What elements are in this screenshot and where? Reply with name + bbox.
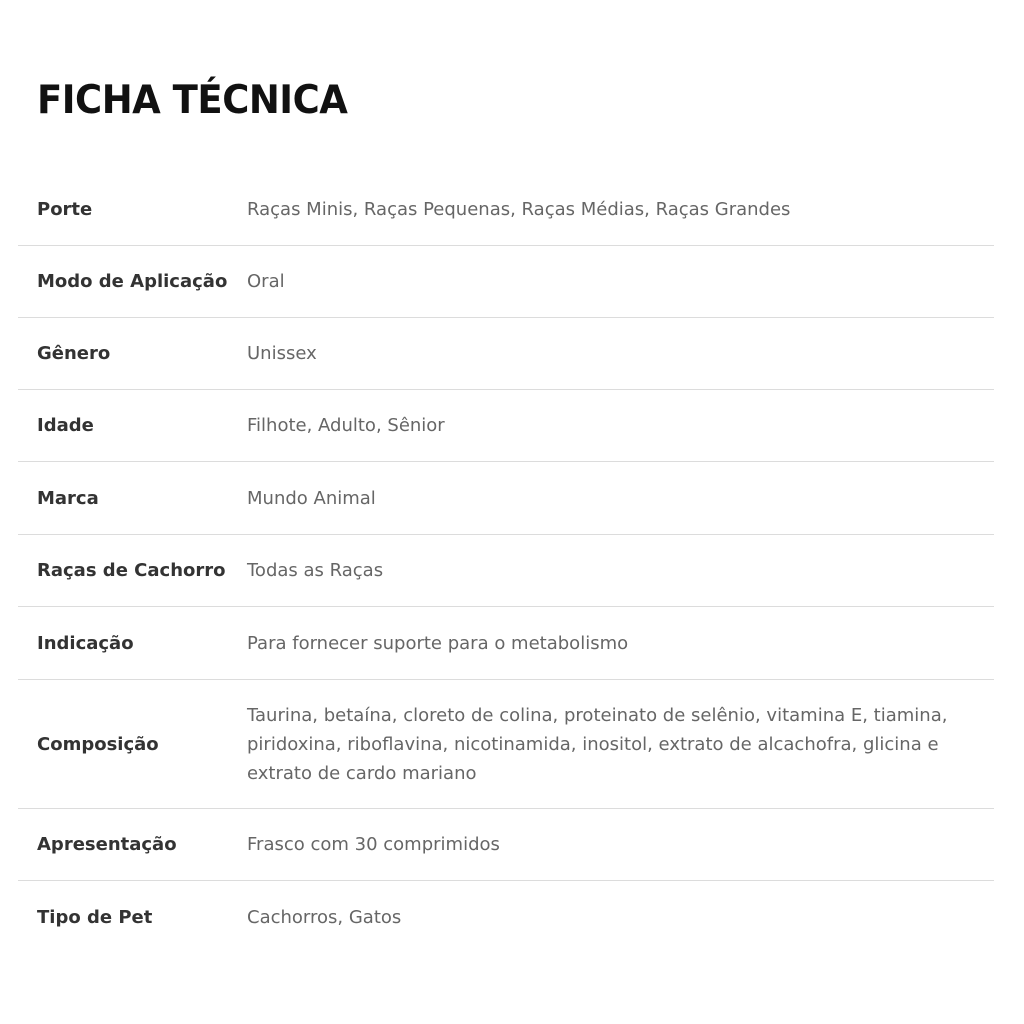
spec-value: Frasco com 30 comprimidos xyxy=(247,834,500,855)
spec-value: Oral xyxy=(247,271,285,292)
spec-row-racas-de-cachorro xyxy=(18,535,994,607)
spec-row-idade xyxy=(18,390,994,462)
page-title: FICHA TÉCNICA xyxy=(37,77,348,123)
spec-row-modo-de-aplicacao xyxy=(18,246,994,318)
spec-value: Para fornecer suporte para o metabolismo xyxy=(247,632,629,654)
spec-value: Mundo Animal xyxy=(247,487,376,509)
spec-value: Filhote, Adulto, Sênior xyxy=(247,415,445,436)
spec-row-tipo-de-pet xyxy=(18,881,994,953)
spec-value: Taurina, betaína, cloreto de colina, proteinato de selênio, vitamina E, tiamina, piridoxina, riboflavina, nicotinamida, inositol, extrato de alcachofra, glicina e extrato de cardo mariano xyxy=(247,704,948,784)
spec-label: Gênero xyxy=(37,343,111,364)
spec-row-porte xyxy=(18,173,994,246)
spec-label: Indicação xyxy=(37,632,134,654)
spec-label: Modo de Aplicação xyxy=(37,271,228,292)
spec-value: Unissex xyxy=(247,343,317,364)
spec-row-composicao xyxy=(18,680,994,809)
spec-label: Porte xyxy=(37,198,93,220)
spec-label: Marca xyxy=(37,487,99,509)
spec-row-marca xyxy=(18,462,994,535)
spec-label: Raças de Cachorro xyxy=(37,560,226,581)
spec-label: Idade xyxy=(37,415,94,436)
spec-label: Tipo de Pet xyxy=(37,906,153,928)
spec-row-indicacao xyxy=(18,607,994,680)
spec-value: Cachorros, Gatos xyxy=(247,906,402,928)
spec-row-genero xyxy=(18,318,994,390)
spec-value: Raças Minis, Raças Pequenas, Raças Médias, Raças Grandes xyxy=(247,198,791,220)
spec-table xyxy=(18,173,994,953)
spec-label: Apresentação xyxy=(37,834,177,855)
spec-label: Composição xyxy=(37,733,159,755)
spec-value: Todas as Raças xyxy=(247,560,384,581)
spec-row-apresentacao xyxy=(18,809,994,881)
